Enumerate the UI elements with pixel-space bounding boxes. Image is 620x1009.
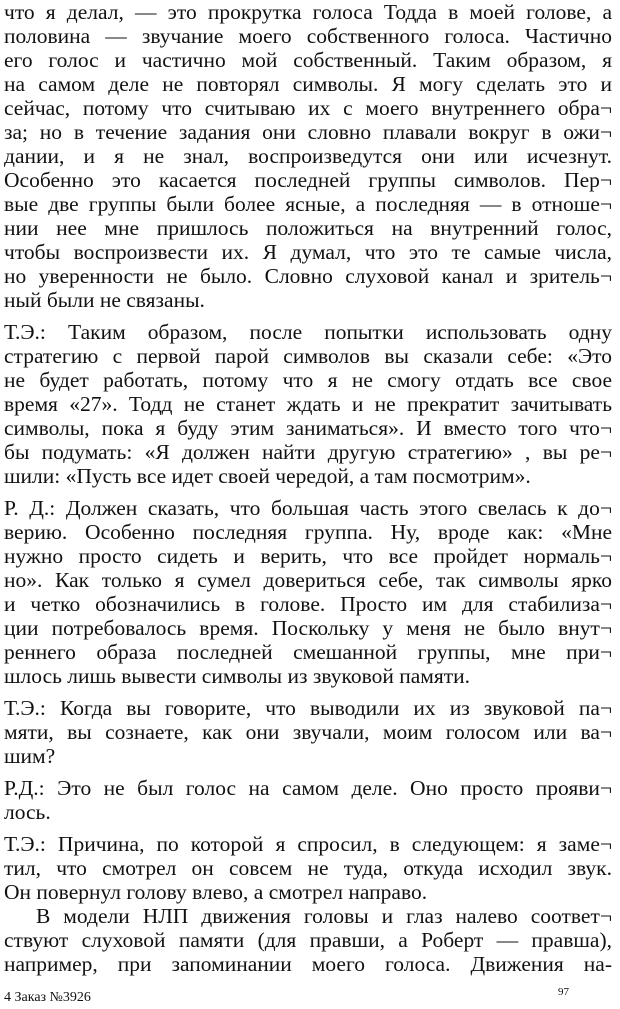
text-line: Особенно это касается последней группы символов. Пер¬ [4,168,612,192]
text-line: символы, пока я буду этим заниматься». И вместо того что¬ [4,416,612,440]
text-line: например, при запоминании моего голоса. Движения на- [4,952,612,976]
text-line: ный были не связаны. [4,288,205,312]
text-line: но уверенности не было. Словно слуховой канал и зритель¬ [4,264,612,288]
text-line: чтобы воспроизвести их. Я думал, что это те самые числа, [4,240,612,264]
text-line: Он повернул голову влево, а смотрел направо. [4,880,428,904]
text-line: Р.Д.: Это не был голос на самом деле. Оно просто прояви¬ [4,776,612,800]
text-line: сейчас, потому что считываю их с моего внутреннего обра¬ [4,96,612,120]
text-line: верию. Особенно последняя группа. Ну, вроде как: «Мне [4,520,612,544]
text-line: Р. Д.: Должен сказать, что большая часть этого свелась к до¬ [4,496,612,520]
text-line: Т.Э.: Таким образом, после попытки использовать одну [4,320,612,344]
text-line: что я делал, — это прокрутка голоса Тодда в моей голове, а [4,0,612,24]
text-line: тил, что смотрел он совсем не туда, откуда исходил звук. [4,856,612,880]
page-number: 97 [558,986,569,998]
text-line: но». Как только я сумел довериться себе, так символы ярко [4,568,612,592]
text-line: реннего образа последней смешанной группы, мне при¬ [4,640,612,664]
text-line: нужно просто сидеть и верить, что все пройдет нормаль¬ [4,544,612,568]
text-line: шлось лишь вывести символы из звуковой памяти. [4,664,471,688]
text-line: лось. [4,800,51,824]
text-line: и четко обозначились в голове. Просто им для стабилиза¬ [4,592,612,616]
text-line: его голос и частично мой собственный. Таким образом, я [4,48,612,72]
text-line: половина — звучание моего собственного голоса. Частично [4,24,612,48]
text-line: вые две группы были более ясные, а последняя — в отноше¬ [4,192,612,216]
text-line: ции потребовалось время. Поскольку у меня не было внут¬ [4,616,612,640]
text-line: на самом деле не повторял символы. Я могу сделать это и [4,72,612,96]
text-line: бы подумать: «Я должен найти другую стратегию» , вы ре¬ [4,440,612,464]
text-line: стратегию с первой парой символов вы сказали себе: «Это [4,344,612,368]
text-line: ствуют слуховой памяти (для правши, а Роберт — правша), [4,928,612,952]
text-line: не будет работать, потому что я не смогу отдать все свое [4,368,612,392]
text-line: нии нее мне пришлось положиться на внутренний голос, [4,216,612,240]
text-line: шим? [4,744,56,768]
text-line: мяти, вы сознаете, как они звучали, моим голосом или ва¬ [4,720,612,744]
text-line: Т.Э.: Когда вы говорите, что выводили их из звуковой па¬ [4,696,612,720]
text-line: дании, и я не знал, воспроизведутся они или исчезнут. [4,144,612,168]
text-line: шили: «Пусть все идет своей чередой, а там посмотрим». [4,464,531,488]
text-line: время «27». Тодд не станет ждать и не прекратит зачитывать [4,392,612,416]
print-signature: 4 Заказ №3926 [4,990,91,1005]
text-line: В модели НЛП движения головы и глаз налево соответ¬ [36,904,612,928]
text-line: за; но в течение задания они словно плавали вокруг в ожи¬ [4,120,612,144]
text-line: Т.Э.: Причина, по которой я спросил, в следующем: я заме¬ [4,832,612,856]
